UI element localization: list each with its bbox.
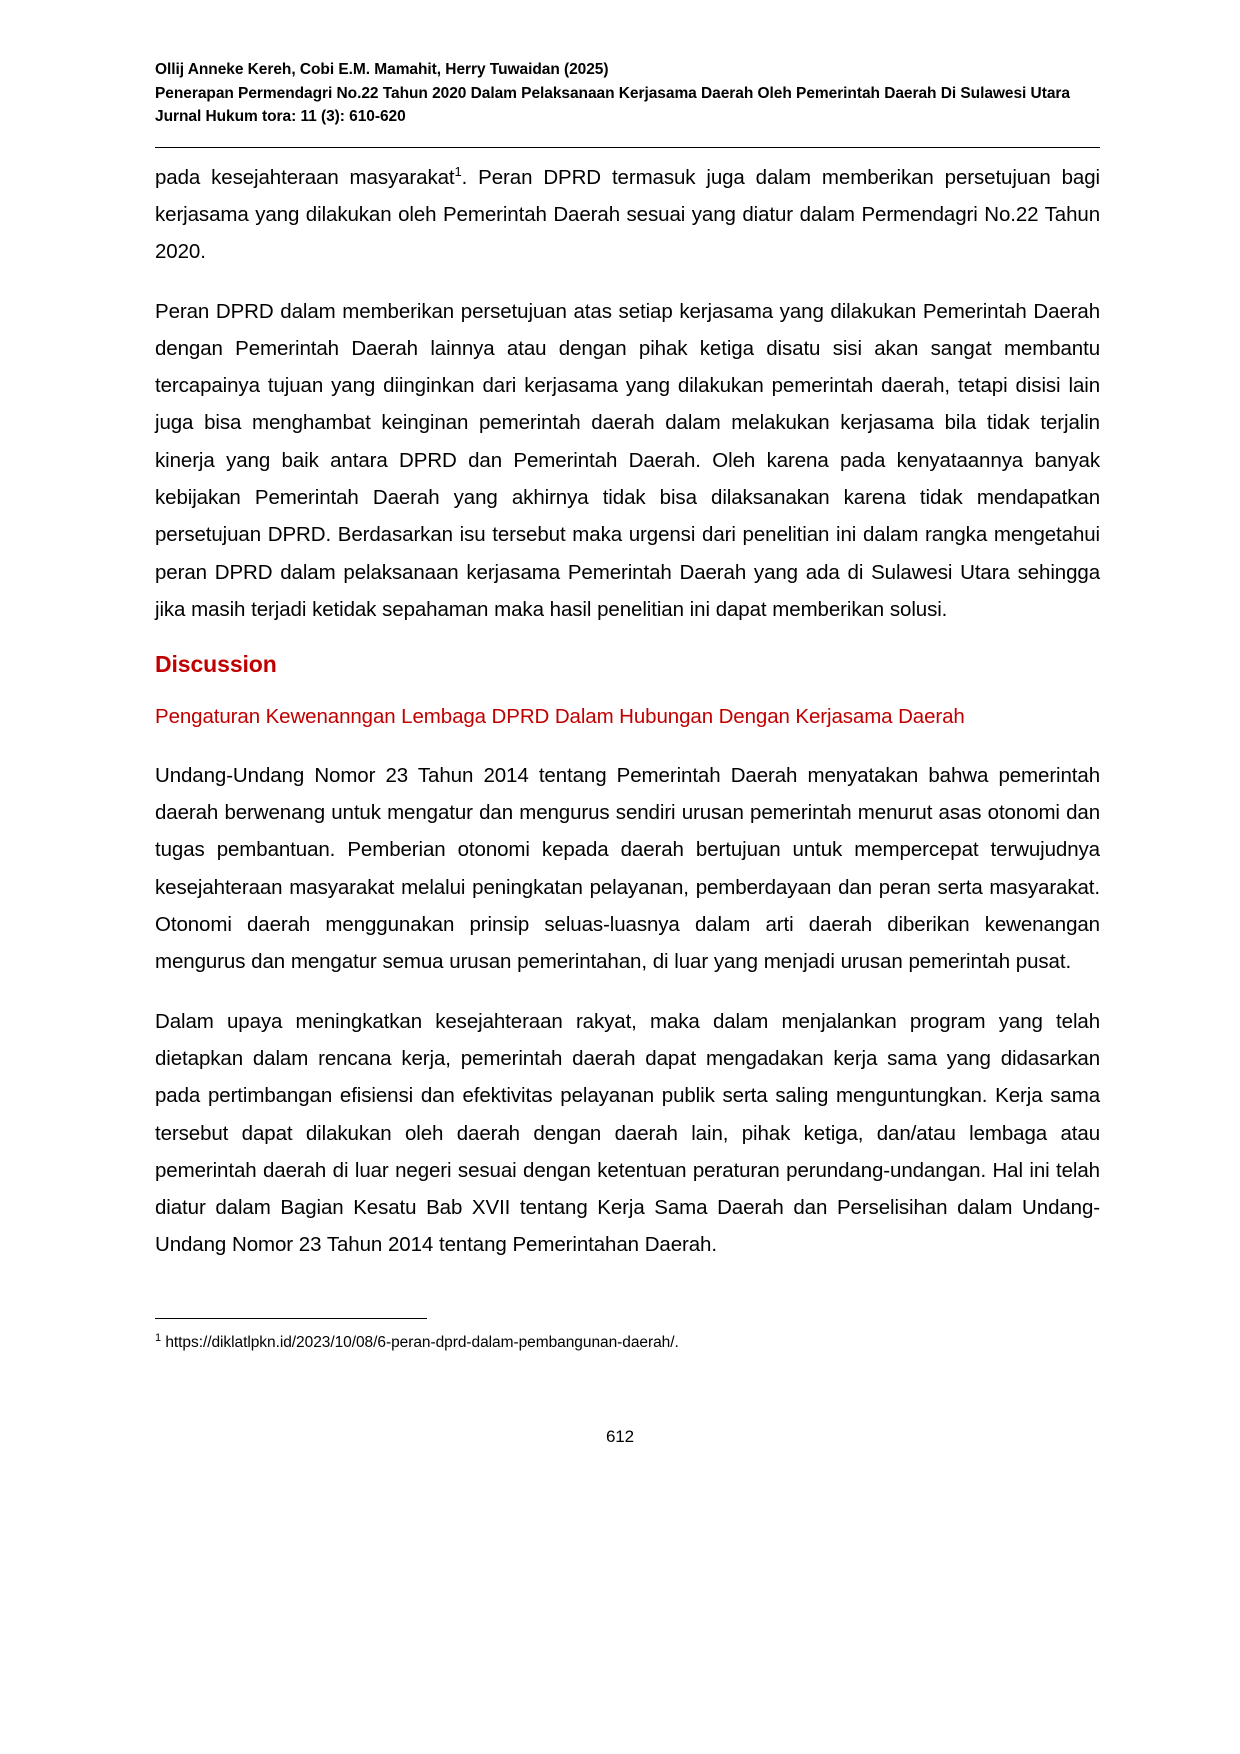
header-authors: Ollij Anneke Kereh, Cobi E.M. Mamahit, Herry Tuwaidan (2025) (155, 61, 609, 78)
footnote-number: 1 (155, 1331, 162, 1344)
header-article-title: Penerapan Permendagri No.22 Tahun 2020 Dalam Pelaksanaan Kerjasama Daerah Oleh Pemerintah Daerah Di Sulawesi Utara (155, 84, 1070, 102)
paragraph-undang-undang: Undang-Undang Nomor 23 Tahun 2014 tentang Pemerintah Daerah menyatakan bahwa pemerintah daerah berwenang untuk mengatur dan mengurus sendiri urusan pemerintah menurut asas otonomi dan tugas pembantuan. Pemberian otonomi kepada daerah bertujuan untuk mempercepat terwujudnya kesejahteraan masyarakat melalui peningkatan pelayanan, pemberdayaan dan peran serta masyarakat. Otonomi daerah menggunakan prinsip seluas-luasnya dalam arti daerah diberikan kewenangan mengurus dan mengatur semua urusan pemerintahan, di luar yang menjadi urusan pemerintah pusat. (155, 763, 1100, 974)
footnote-separator (155, 1318, 427, 1319)
paragraph-text-before-footnote: pada kesejahteraan masyarakat (155, 165, 455, 189)
paragraph-continuation (155, 159, 1100, 271)
footnote-entry (155, 1331, 1100, 1354)
running-header (155, 58, 1100, 129)
footnote-area (155, 1318, 1100, 1354)
paragraph-text-after-footnote: . Peran DPRD termasuk juga dalam memberikan persetujuan bagi kerjasama yang dilakukan oleh Pemerintah Daerah sesuai yang diatur dalam Permendagri No.22 Tahun 2020. (155, 165, 1100, 264)
paragraph-dprd-role: Peran DPRD dalam memberikan persetujuan atas setiap kerjasama yang dilakukan Pemerintah Daerah dengan Pemerintah Daerah lainnya atau dengan pihak ketiga disatu sisi akan sangat membantu tercapainya tujuan yang diinginkan dari kerjasama yang dilakukan pemerintah daerah, tetapi disisi lain juga bisa menghambat keinginan pemerintah daerah dalam melakukan kerjasama bila tidak terjalin kinerja yang baik antara DPRD dan Pemerintah Daerah. Oleh karena pada kenyataannya banyak kebijakan Pemerintah Daerah yang akhirnya tidak bisa dilaksanakan karena tidak mendapatkan persetujuan DPRD. Berdasarkan isu tersebut maka urgensi dari penelitian ini dalam rangka mengetahui peran DPRD dalam pelaksanaan kerjasama Pemerintah Daerah yang ada di Sulawesi Utara sehingga jika masih terjadi ketidak sepahaman maka hasil penelitian ini dapat memberikan solusi. (155, 299, 1100, 621)
page-number: 612 (605, 1427, 635, 1446)
section-heading-discussion: Discussion (155, 651, 277, 678)
body-content (155, 148, 1100, 1264)
paragraph-kerja-sama: Dalam upaya meningkatkan kesejahteraan rakyat, maka dalam menjalankan program yang telah dietapkan dalam rencana kerja, pemerintah daerah dapat mengadakan kerja sama yang didasarkan pada pertimbangan efisiensi dan efektivitas pelayanan publik serta saling menguntungkan. Kerja sama tersebut dapat dilakukan oleh daerah dengan daerah lain, pihak ketiga, dan/atau lembaga atau pemerintah daerah di luar negeri sesuai dengan ketentuan peraturan perundang-undangan. Hal ini telah diatur dalam Bagian Kesatu Bab XVII tentang Kerja Sama Daerah dan Perselisihan dalam Undang-Undang Nomor 23 Tahun 2014 tentang Pemerintahan Daerah. (155, 1009, 1100, 1257)
header-journal-reference: Jurnal Hukum tora: 11 (3): 610-620 (155, 108, 406, 126)
footnote-reference-marker[interactable]: 1 (454, 163, 462, 179)
subsection-heading-pengaturan-kewenangan: Pengaturan Kewenanngan Lembaga DPRD Dalam Hubungan Dengan Kerjasama Daerah (155, 705, 965, 729)
footnote-url[interactable]: https://diklatlpkn.id/2023/10/08/6-peran-dprd-dalam-pembangunan-daerah/. (161, 1334, 679, 1351)
